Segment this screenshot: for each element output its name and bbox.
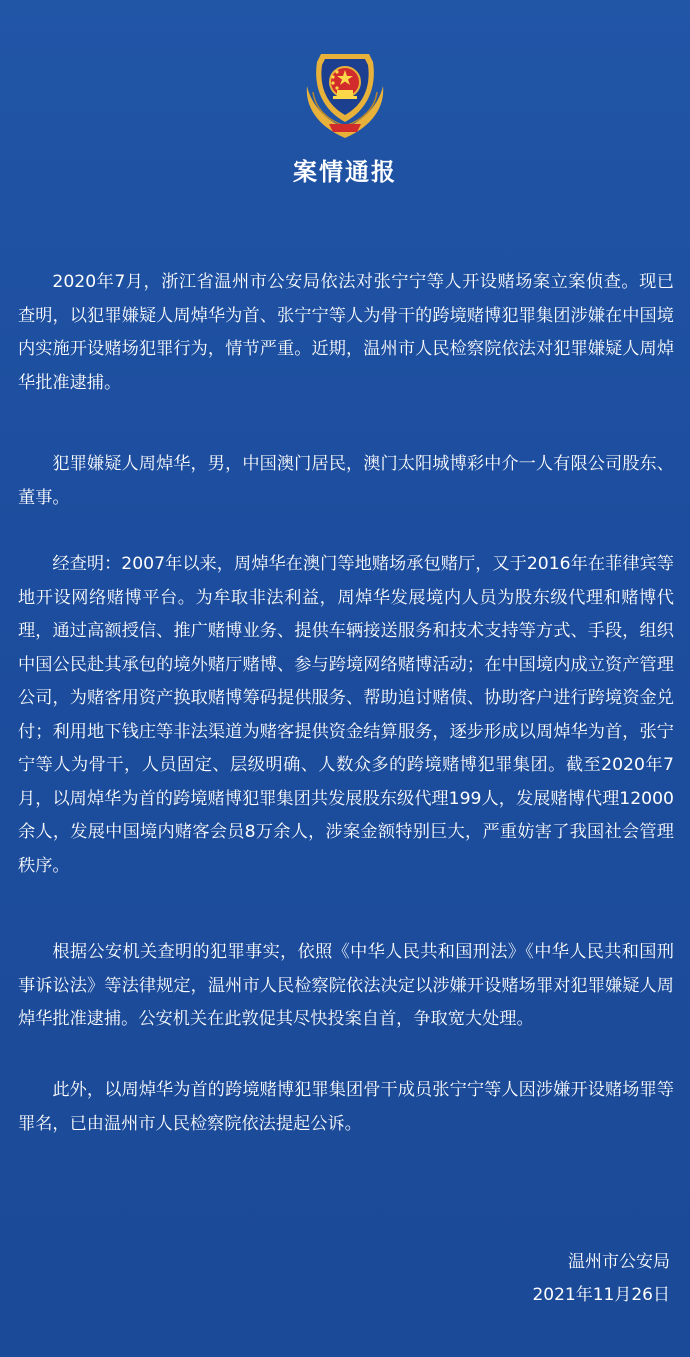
paragraph-5: 此外，以周焯华为首的跨境赌博犯罪集团骨干成员张宁宁等人因涉嫌开设赌场罪等罪名，已由温州市人民检察院依法提起公诉。 [18,1080,674,1134]
paragraph-4: 根据公安机关查明的犯罪事实，依照《中华人民共和国刑法》《中华人民共和国刑事诉讼法》等法律规定，温州市人民检察院依法决定以涉嫌开设赌场罪对犯罪嫌疑人周焯华批准逮捕。公安机关在此敦促其尽快投案自首，争取宽大处理。 [18,942,674,1029]
issue-date: 2021年11月26日 [532,1285,670,1305]
issuer: 温州市公安局 [568,1252,670,1272]
police-emblem-icon [299,44,391,144]
paragraph-1: 2020年7月，浙江省温州市公安局依法对张宁宁等人开设赌场案立案侦查。现已查明，以犯罪嫌疑人周焯华为首、张宁宁等人为骨干的跨境赌博犯罪集团涉嫌在中国境内实施开设赌场犯罪行为，情节严重。近期，温州市人民检察院依法对犯罪嫌疑人周焯华批准逮捕。 [18,272,674,393]
signature-block [532,1246,670,1312]
paragraph-3: 经查明：2007年以来，周焯华在澳门等地赌场承包赌厅，又于2016年在菲律宾等地开设网络赌博平台。为牟取非法利益，周焯华发展境内人员为股东级代理和赌博代理，通过高额授信、推广赌博业务、提供车辆接送服务和技术支持等方式、手段，组织中国公民赴其承包的境外赌厅赌博、参与跨境网络赌博活动；在中国境内成立资产管理公司，为赌客用资产换取赌博筹码提供服务、帮助追讨赌债、协助客户进行跨境资金兑付；利用地下钱庄等非法渠道为赌客提供资金结算服务，逐步形成以周焯华为首，张宁宁等人为骨干，人员固定、层级明确、人数众多的跨境赌博犯罪集团。截至2020年7月，以周焯华为首的跨境赌博犯罪集团共发展股东级代理199人，发展赌博代理12000余人，发展中国境内赌客会员8万余人，涉案金额特别巨大，严重妨害了我国社会管理秩序。 [18,554,674,876]
page-title: 案情通报 [293,158,397,186]
emblem-container [0,44,690,144]
paragraph-2: 犯罪嫌疑人周焯华，男，中国澳门居民，澳门太阳城博彩中介一人有限公司股东、董事。 [18,454,674,508]
